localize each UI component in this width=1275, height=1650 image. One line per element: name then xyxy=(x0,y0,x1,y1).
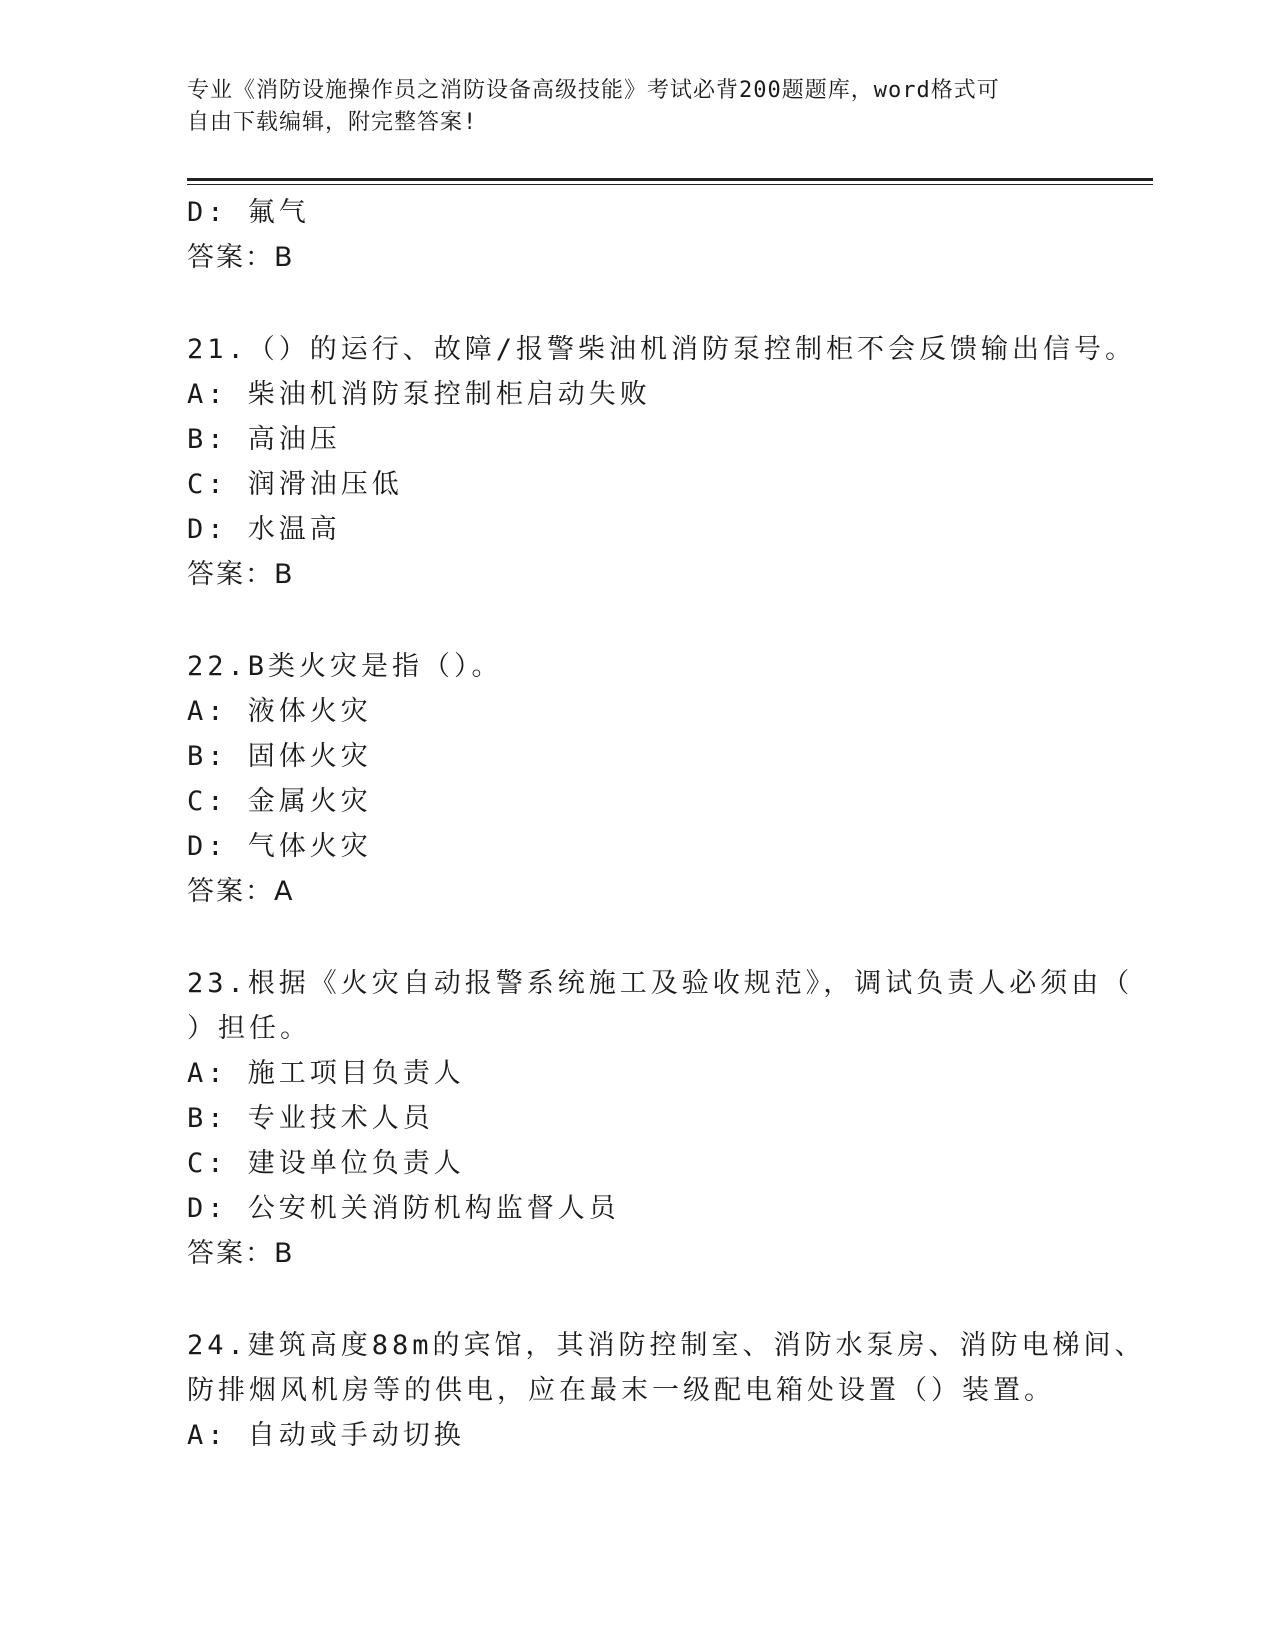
option-b: B: 固体火灾 xyxy=(187,741,372,772)
header-line-1: 专业《消防设施操作员之消防设备高级技能》考试必背200题题库，word格式可 xyxy=(187,78,1000,103)
prev-answer: 答案：B xyxy=(187,242,295,273)
question-23 xyxy=(187,961,1134,1276)
spacer xyxy=(187,914,1087,961)
option-d: D: 水温高 xyxy=(187,514,341,545)
question-24 xyxy=(187,1323,1146,1458)
option-c: C: 润滑油压低 xyxy=(187,469,403,500)
option-a: A: 自动或手动切换 xyxy=(187,1420,465,1451)
option-b: B: 专业技术人员 xyxy=(187,1103,434,1134)
spacer xyxy=(187,1276,1087,1323)
question-22 xyxy=(187,644,1087,914)
option-d: D: 公安机关消防机构监督人员 xyxy=(187,1193,620,1224)
question-stem-continued: ）担任。 xyxy=(187,1013,311,1044)
answer: 答案：B xyxy=(187,559,295,590)
document-header xyxy=(187,75,1087,139)
question-stem: 23.根据《火灾自动报警系统施工及验收规范》，调试负责人必须由（ xyxy=(187,968,1134,999)
option-a: A: 施工项目负责人 xyxy=(187,1058,465,1089)
option-c: C: 建设单位负责人 xyxy=(187,1148,465,1179)
header-rule-thick xyxy=(187,178,1153,181)
option-a: A: 柴油机消防泵控制柜启动失败 xyxy=(187,379,651,410)
answer: 答案：A xyxy=(187,876,295,907)
answer: 答案：B xyxy=(187,1238,295,1269)
option-c: C: 金属火灾 xyxy=(187,786,372,817)
question-21 xyxy=(187,327,1137,597)
spacer xyxy=(187,597,1087,644)
option-b: B: 高油压 xyxy=(187,424,341,455)
question-stem: 21.（）的运行、故障/报警柴油机消防泵控制柜不会反馈输出信号。 xyxy=(187,334,1137,365)
question-content xyxy=(187,190,1146,1458)
question-stem: 24.建筑高度88m的宾馆，其消防控制室、消防水泵房、消防电梯间、 xyxy=(187,1330,1146,1361)
option-d: D: 气体火灾 xyxy=(187,831,372,862)
prev-option-d: D: 氟气 xyxy=(187,197,310,228)
option-a: A: 液体火灾 xyxy=(187,696,372,727)
spacer xyxy=(187,280,1087,327)
question-stem-continued: 防排烟风机房等的供电，应在最末一级配电箱处设置（）装置。 xyxy=(187,1375,1055,1406)
header-rule-thin xyxy=(187,184,1153,185)
header-line-2: 自由下载编辑，附完整答案! xyxy=(187,110,478,135)
question-stem: 22.B类火灾是指（）。 xyxy=(187,651,503,682)
